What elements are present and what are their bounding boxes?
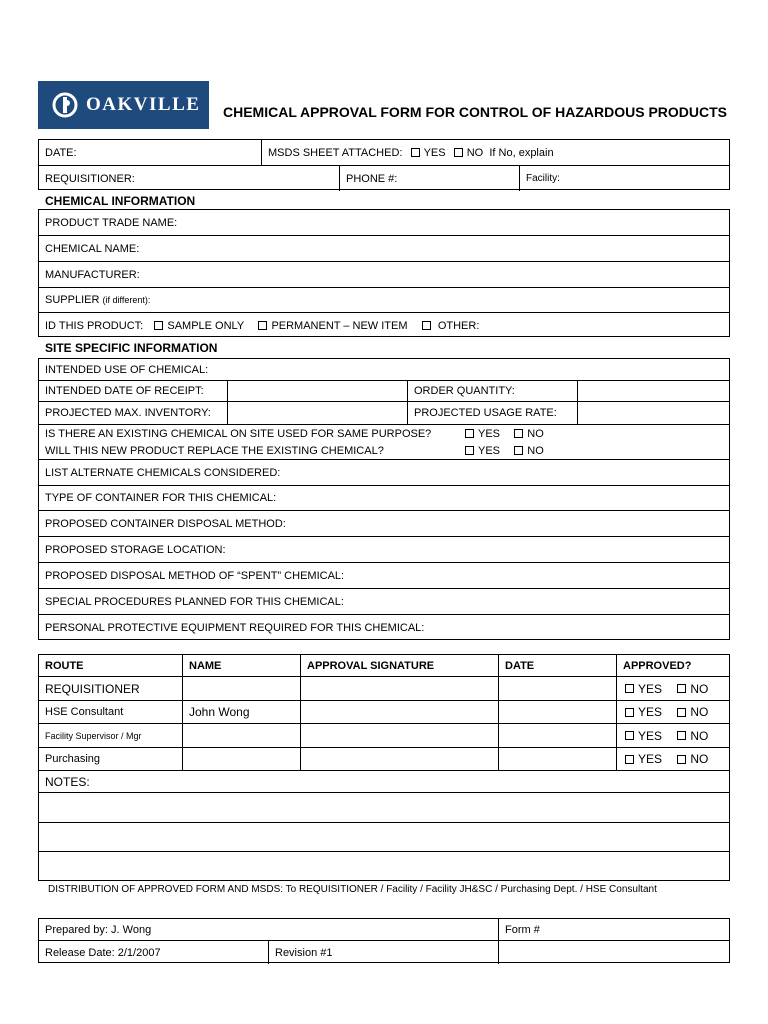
- approved-yes-label: YES: [638, 705, 663, 719]
- approved-yes-label: YES: [638, 728, 663, 743]
- oakville-logo: [38, 81, 209, 129]
- existing-no-label: NO: [527, 428, 544, 440]
- facility-label: Facility:: [526, 173, 560, 184]
- max-inventory-input[interactable]: [227, 402, 407, 424]
- date-cell[interactable]: [498, 677, 616, 700]
- order-qty-label-cell: [407, 381, 577, 401]
- other-label: OTHER:: [437, 319, 480, 332]
- replace-yes-label: YES: [478, 445, 501, 457]
- ppe-label: PERSONAL PROTECTIVE EQUIPMENT REQUIRED FOR THIS CHEMICAL:: [45, 622, 425, 634]
- supplier-field[interactable]: [39, 288, 729, 312]
- special-procedures-label: SPECIAL PROCEDURES PLANNED FOR THIS CHEMICAL:: [45, 595, 344, 608]
- name-cell[interactable]: [182, 724, 300, 747]
- prepared-by: Prepared by: J. Wong: [45, 923, 152, 936]
- container-disposal-field[interactable]: [39, 511, 729, 536]
- storage-location-field[interactable]: [39, 537, 729, 562]
- approved-header: APPROVED?: [616, 655, 729, 676]
- name-header: NAME: [182, 655, 300, 676]
- route-row-purchasing: [39, 748, 729, 771]
- route-row-requisitioner: [39, 677, 729, 701]
- route-cell: HSE Consultant: [45, 706, 124, 718]
- date-header: DATE: [498, 655, 616, 676]
- manufacturer-field[interactable]: [39, 262, 729, 287]
- distribution-note: DISTRIBUTION OF APPROVED FORM AND MSDS: To REQUISITIONER / Facility / Facility JH&SC / Purchasing Dept. / HSE Consultant: [48, 884, 657, 895]
- approved-no-checkbox[interactable]: [677, 731, 686, 740]
- manufacturer-label: MANUFACTURER:: [45, 268, 140, 281]
- intended-use-field[interactable]: [39, 359, 729, 380]
- approved-yes-label: YES: [638, 681, 663, 696]
- existing-yes-label: YES: [478, 428, 501, 440]
- facility-field[interactable]: [519, 166, 729, 191]
- approved-no-checkbox[interactable]: [677, 684, 686, 693]
- approved-no-label: NO: [690, 705, 709, 719]
- alternates-field[interactable]: [39, 460, 729, 485]
- signature-header: APPROVAL SIGNATURE: [300, 655, 498, 676]
- order-qty-input[interactable]: [577, 381, 729, 401]
- route-cell: REQUISITIONER: [45, 681, 140, 696]
- form-number: Form #: [498, 919, 729, 940]
- receipt-date-label-cell: [39, 381, 227, 401]
- other-checkbox[interactable]: [422, 321, 431, 330]
- signature-cell[interactable]: [300, 724, 498, 747]
- replace-no-label: NO: [527, 445, 544, 457]
- permanent-checkbox[interactable]: [258, 321, 267, 330]
- route-cell: Facility Supervisor / Mgr: [45, 730, 142, 741]
- intended-use-label: INTENDED USE OF CHEMICAL:: [45, 363, 209, 376]
- msds-yes-checkbox[interactable]: [411, 148, 420, 157]
- footer-blank-cell: [498, 941, 729, 964]
- spent-disposal-label: PROPOSED DISPOSAL METHOD OF “SPENT” CHEMICAL:: [45, 569, 345, 582]
- signature-cell[interactable]: [300, 748, 498, 770]
- revision: Revision #1: [268, 941, 498, 964]
- special-procedures-field[interactable]: [39, 589, 729, 614]
- existing-no-checkbox[interactable]: [514, 429, 523, 438]
- sample-only-checkbox[interactable]: [154, 321, 163, 330]
- approved-no-label: NO: [690, 728, 709, 743]
- trade-name-label: PRODUCT TRADE NAME:: [45, 216, 178, 229]
- receipt-date-label: INTENDED DATE OF RECEIPT:: [45, 385, 204, 397]
- requisitioner-field[interactable]: [39, 166, 339, 191]
- logo-text: OAKVILLE: [86, 94, 201, 115]
- msds-no-checkbox[interactable]: [454, 148, 463, 157]
- usage-rate-label: PROJECTED USAGE RATE:: [414, 407, 557, 419]
- route-row-hse: [39, 701, 729, 724]
- site-info-heading: SITE SPECIFIC INFORMATION: [45, 341, 218, 355]
- approved-cell: [616, 701, 729, 723]
- name-cell[interactable]: John Wong: [182, 701, 300, 723]
- route-header-row: [39, 655, 729, 677]
- receipt-date-input[interactable]: [227, 381, 407, 401]
- usage-rate-label-cell: [407, 402, 577, 424]
- oakville-emblem-icon: [52, 92, 78, 118]
- approved-yes-checkbox[interactable]: [625, 708, 634, 717]
- usage-rate-input[interactable]: [577, 402, 729, 424]
- notes-line-1[interactable]: [39, 793, 729, 822]
- msds-label: MSDS SHEET ATTACHED:: [268, 146, 403, 159]
- container-type-field[interactable]: [39, 486, 729, 510]
- approved-yes-checkbox[interactable]: [625, 684, 634, 693]
- signature-cell[interactable]: [300, 701, 498, 723]
- msds-yes-label: YES: [423, 146, 446, 159]
- msds-explain-label: If No, explain: [489, 146, 554, 159]
- approved-yes-checkbox[interactable]: [625, 731, 634, 740]
- release-date: Release Date: 2/1/2007: [45, 946, 161, 959]
- requisitioner-label: REQUISITIONER:: [45, 172, 135, 185]
- trade-name-field[interactable]: [39, 210, 729, 235]
- approved-cell: [616, 677, 729, 700]
- replace-no-checkbox[interactable]: [514, 446, 523, 455]
- replace-chemical-label: WILL THIS NEW PRODUCT REPLACE THE EXISTING CHEMICAL?: [45, 445, 384, 457]
- existing-chemical-question: [39, 425, 729, 443]
- approved-no-checkbox[interactable]: [677, 755, 686, 764]
- date-cell[interactable]: [498, 724, 616, 747]
- name-cell[interactable]: [182, 748, 300, 770]
- top-info-table: [38, 139, 730, 190]
- route-row-facility: [39, 724, 729, 748]
- phone-field[interactable]: [339, 166, 519, 191]
- existing-chemical-label: IS THERE AN EXISTING CHEMICAL ON SITE USED FOR SAME PURPOSE?: [45, 428, 432, 440]
- date-cell[interactable]: [498, 701, 616, 723]
- chemical-name-field[interactable]: [39, 236, 729, 261]
- chemical-info-heading: CHEMICAL INFORMATION: [45, 194, 196, 208]
- container-disposal-label: PROPOSED CONTAINER DISPOSAL METHOD:: [45, 517, 286, 530]
- spent-disposal-field[interactable]: [39, 563, 729, 588]
- approved-cell: [616, 724, 729, 747]
- max-inventory-label-cell: [39, 402, 227, 424]
- approved-cell: [616, 748, 729, 770]
- notes-line-2[interactable]: [39, 823, 729, 851]
- approved-no-label: NO: [690, 681, 709, 696]
- footer-table: [38, 918, 730, 963]
- supplier-note: (if different):: [102, 295, 151, 305]
- replace-yes-checkbox[interactable]: [465, 446, 474, 455]
- supplier-label: SUPPLIER: [45, 294, 100, 306]
- storage-location-label: PROPOSED STORAGE LOCATION:: [45, 543, 226, 556]
- name-cell[interactable]: [182, 677, 300, 700]
- permanent-label: PERMANENT – NEW ITEM: [271, 319, 408, 332]
- max-inventory-label: PROJECTED MAX. INVENTORY:: [45, 407, 211, 419]
- signature-cell[interactable]: [300, 677, 498, 700]
- container-type-label: TYPE OF CONTAINER FOR THIS CHEMICAL:: [45, 492, 277, 504]
- approved-no-checkbox[interactable]: [677, 708, 686, 717]
- id-product-field: [39, 313, 729, 338]
- msds-no-label: NO: [466, 146, 484, 159]
- approved-no-label: NO: [690, 752, 709, 766]
- approved-yes-label: YES: [638, 752, 663, 766]
- date-field[interactable]: [39, 140, 261, 165]
- msds-field: [261, 140, 729, 165]
- ppe-field[interactable]: [39, 615, 729, 641]
- form-title: CHEMICAL APPROVAL FORM FOR CONTROL OF HAZARDOUS PRODUCTS: [223, 104, 727, 120]
- site-info-table: [38, 358, 730, 640]
- notes-line-3[interactable]: [39, 852, 729, 882]
- route-cell: Purchasing: [45, 753, 101, 765]
- route-header: ROUTE: [45, 659, 84, 672]
- chemical-info-table: [38, 209, 730, 337]
- id-product-label: ID THIS PRODUCT:: [45, 319, 144, 332]
- notes-label: NOTES:: [45, 774, 90, 789]
- existing-yes-checkbox[interactable]: [465, 429, 474, 438]
- date-cell[interactable]: [498, 748, 616, 770]
- chemical-name-label: CHEMICAL NAME:: [45, 242, 140, 255]
- sample-only-label: SAMPLE ONLY: [167, 319, 245, 332]
- approved-yes-checkbox[interactable]: [625, 755, 634, 764]
- alternates-label: LIST ALTERNATE CHEMICALS CONSIDERED:: [45, 466, 281, 479]
- approval-route-table: [38, 654, 730, 881]
- date-label: DATE:: [45, 146, 77, 159]
- order-qty-label: ORDER QUANTITY:: [414, 385, 515, 397]
- phone-label: PHONE #:: [346, 172, 398, 185]
- replace-chemical-question: [39, 442, 729, 460]
